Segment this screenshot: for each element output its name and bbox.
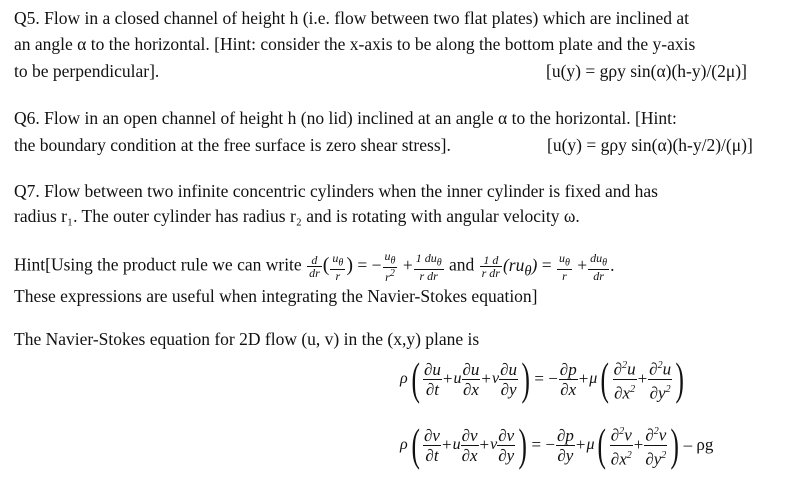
- q7-line-2: radius r₁. The outer cylinder has radius r₂ and is rotating with angular velocity ω.: [14, 206, 580, 226]
- q6-line-2: the boundary condition at the free surface is zero shear stress].: [14, 135, 451, 155]
- ns-equation-x: ρ ( $\frac{\partial u}{\partial t}$ + u $\frac{\partial u}{\partial x}$ + v $\frac{\partial u}{\partial y}$ ) = − $\frac{\partial p}{\partial x}$ + μ ( $\frac{\partial^2u}{\partial x^2}$ + $\frac{\partial^2u}{\partial y^2}$ ): [400, 353, 684, 405]
- q5-line-3: to be perpendicular].: [14, 61, 160, 81]
- q5-line-2: an angle α to the horizontal. [Hint: consider the x-axis to be along the bottom plate and the y-axis: [14, 34, 696, 54]
- q6-answer: [u(y) = gρy sin(α)(h-y/2)/(μ)]: [547, 135, 753, 155]
- q5-answer: [u(y) = gρy sin(α)(h-y)/(2μ)]: [546, 61, 747, 81]
- hint-prefix: Hint[Using the product rule we can write: [14, 254, 302, 275]
- ns-equation-y: ρ ( $\frac{\partial v}{\partial t}$ + u $\frac{\partial v}{\partial x}$ + v $\frac{\partial v}{\partial y}$ ) = − $\frac{\partial p}{\partial y}$ + μ ( $\frac{\partial^2v}{\partial x^2}$ + $\frac{\partial^2v}{\partial y^2}$ ) – ρg: [400, 419, 714, 471]
- hint-and: and: [448, 254, 475, 275]
- hint-line-2: These expressions are useful when integrating the Navier-Stokes equation]: [14, 286, 538, 306]
- ns-gravity-term: – ρg: [683, 435, 714, 455]
- q6-line-1: Q6. Flow in an open channel of height h (no lid) inclined at an angle α to the horizontal. [Hint:: [14, 108, 677, 128]
- q5-line-1: Q5. Flow in a closed channel of height h (i.e. flow between two flat plates) which are inclined at: [14, 8, 689, 28]
- q7-line-1: Q7. Flow between two infinite concentric cylinders when the inner cylinder is fixed and has: [14, 181, 658, 201]
- hint-formula-1: $\frac{d}{dr}$ ( $\frac{u_\theta}{r}$ ) = − $\frac{u_\theta}{r^2}$ + $\frac{1 du_\theta}{\text{r dr}}$: [309, 249, 442, 285]
- ns-intro: The Navier-Stokes equation for 2D flow (u, v) in the (x,y) plane is: [14, 329, 480, 349]
- hint-formula-2: $\frac{1 d}{\text{r dr}}$ $(ru_\theta)$ = $\frac{u_\theta}{r}$ + $\frac{du_\theta}{dr}$ .: [481, 250, 615, 283]
- hint-line: [14, 250, 614, 283]
